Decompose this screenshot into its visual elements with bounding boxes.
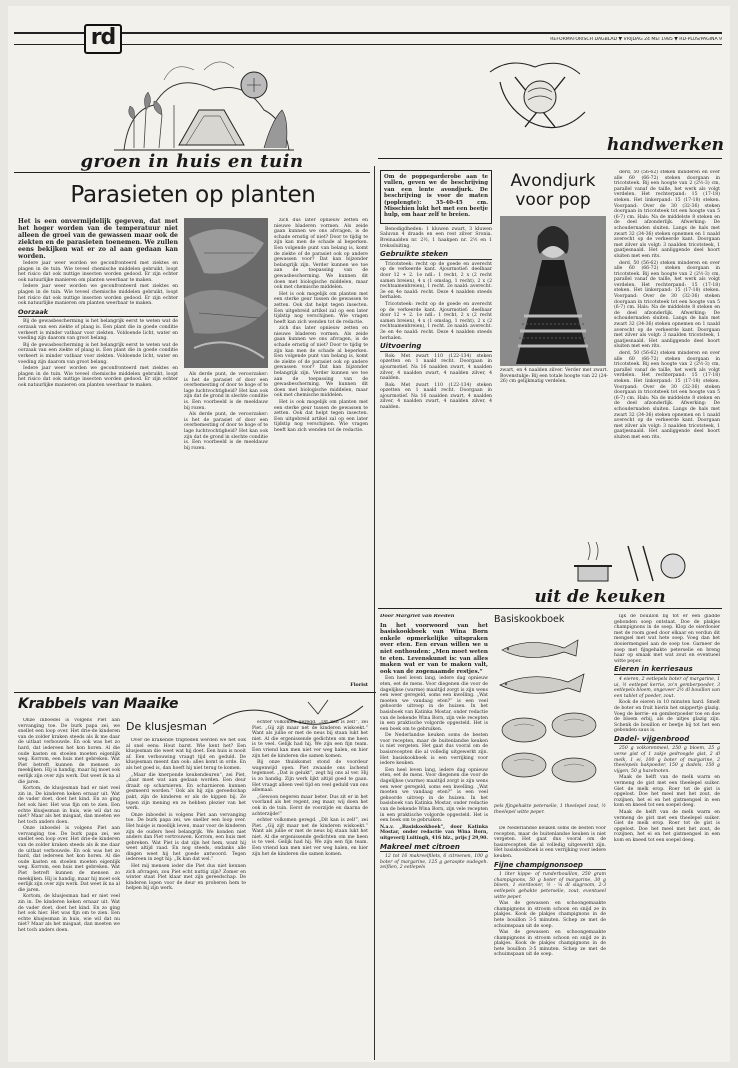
parasieten-author: Florist — [350, 682, 368, 688]
rd-logo: rd — [84, 24, 122, 54]
krabbels-text1b-2: Kortom, de klusjesman had er niet veel zin in. De kinderen keken ernaar uit. Wat de vader doet, doet het kind. En zo ging het ook hier. Het was fijn om te zien. Een echte klusjesman in huis, wie wil dat nu niet? Maar als het misgaat, dan moeten we het toch anders doen. — [18, 894, 120, 933]
fish-illustration — [494, 630, 608, 800]
basis-fijne: Was de gewassen en schoongemaakte champignons in stroom schoon en snijd ze in plakjes. Kook de plakjes champignons in de hete bouillon 3-5 minuten. Schep ze met de schuimspaan uit de soep. — [494, 901, 606, 929]
krabbels-text1b: Kortom, de klusjesman had er niet veel zin in. De kinderen keken ernaar uit. Wat de vader doet, doet het kind. En zo ging het ook hier. Het was fijn om te zien. Een echte klusjesman in huis, wie wil dat nu niet? Maar als het misgaat, dan moeten we het toch anders doen. — [18, 786, 120, 825]
basis-fijne-2: Was de gewassen en schoongemaakte champignons in stroom schoon en snijd ze in plakjes. Kook de plakjes champignons in de hete bouillon 3-5 minuten. Schep ze met de schuimspaan uit de soep. — [494, 930, 606, 958]
col-divider-lower — [374, 610, 375, 1060]
basis-eieren: Kook de eieren in 10 minuten hard. Smelt de boter en fruit hierin het snippertje glazig. Voeg de kerrie- en gemberpoeder toe en doe de bloem erbij, als de uitjes glazig zijn. Schenk de bouillon er beetje bij tot het een gebonden saus is. — [614, 700, 720, 734]
pop-uitvoering-2: Rok: Met zwart 110 (122-134) steken opzetten en 1 naald recht. Doorgaan in ajourmotief. Na 16 naalden zwart, 4 naalden zilver, 4 naalden zwart, 4 naalden zilver, 4 naalden. — [380, 382, 492, 411]
pop-sub-uitvoering: Uitvoering — [380, 344, 492, 352]
basis-sub-dadel: Dadel- vijgenbrood — [614, 737, 720, 745]
pop-uitvoering: Rok: Met zwart 110 (122-134) steken opzetten en 1 naald recht. Doorgaan in ajourmotief. Na 16 naalden zwart, 4 naalden zilver, 4 naalden zwart, 4 naalden zilver, 4 naalden. — [380, 353, 492, 382]
parasieten-col1b: Als derde punt, de veroorzaker: is het de parasiet of door een overbemesting of door te hoge of te lage luchtvochtigheid? Het kan ook zijn dat de grond in slechte conditie is. Een voorbeeld is de meeldauw bij rozen. — [184, 372, 268, 411]
parasieten-oorzaak: Bij de gewasbescherming is het belangrijk eerst te weten wat de oorzaak van een ziekte of plaag is. Een plant die in goede conditie verkeert is minder vatbaar voor ziekten. Voldoende licht, water en voeding zijn daarom van groot belang. — [18, 319, 178, 342]
basis-makreel-ing: 12 tot 16 makreelfilets, 6 citroenen, 100 g boter of margarine, 125 g geraspte oudegeh. zeiflien, 2 eetlepels — [380, 854, 488, 871]
knitting-illustration — [480, 52, 600, 142]
klusjes-text1: Onze inboedel is volgens Piet aan vervanging toe. De burk papa zei, we sneller een loop over. Het huisje is moeilijk leven, maar voor de kinderen zijn de ouders heel belangrijk. We konden niet anders dan Piet vertrouwen. Korrom, een huis met gebreken. Wat Piet is dat zijn het hem, want hij weet altijd raad. En nog steeds, ondanks alle dingen weet hij het goede antwoord. Tegen iedereen in zegt hij: „Ik kan dat wel.” — [126, 812, 246, 863]
pop-intro-box — [380, 170, 492, 224]
basis-eieren-ing: 4 eieren, 2 eetlepels boter of margarine, 1 ui, ½ eetlepel kerrie, zo'n gemberpoeder, 3 eetlepels bloem, ongeveer 2½ dl bouillon van een tablet of poeder, zout. — [614, 676, 720, 699]
pop-right: derd, 50 (56-62) steken minderen en over alle 60 (66-72) steken doorgaan in tricotsteek. Bij een hoogte van 2 (2½-3) cm, parallel vanaf de taille, het werk als volgt verdelen. Het rechterpand: 15 (17-18) steken. Het linkerpand: 15 (17-18) steken. Voorpand: Over de 30 (32-36) steken doorgaan in tricotsteek tot een hoogte van 5 (6-7) cm. Hals: Na de middelste 8 steken en de deel afzonderlijk. Afwerking: De schoudernaden sluiten. Langs de hals met zwart 32 (34-36) steken opnemen en 1 naald averecht op de verkeerde kant. Doorgaan met zilver als volgt: 3 naalden tricotsteek, 1 gaatjesnaald. Het aanliggende deel hoort sluiten met een rits. — [614, 170, 720, 259]
handwork-rule — [378, 158, 722, 159]
parasieten-oorzaak-3: Iedere jaar weer worden we geconfronteerd met ziektes en plagen in de tuin. Wie teveel chemische middelen gebruikt, loopt het risico dat ook nuttige insecten worden gedood. Er zijn echter ook natuurlijke manieren om planten weerbaar te maken. — [18, 366, 178, 388]
klusjes-col1 — [126, 738, 246, 1058]
section-handwork: handwerken — [607, 135, 724, 155]
klusjes-text2b: „Maar die knerpende keukendeuren”, zei Piet, „daar moet wat aan gedaan worden. Een deur draait op scharnieren. En scharnieren kunnen gesmeerd worden.” Ook als hij zijn gereedschap pakt, zijn de kinderen er als de kippen bij. Ze lopen zijn mening en ze hebben plezier van het werk. — [126, 772, 246, 812]
klusjes-text1b: Het mij mensen ieder die Piet dus niet kennen zich afvragen, zou Piet echt nuttig zijn? Zomer en winter staat Piet klaar met zijn gereedschap. De kinderen lopen voor de deur en proberen hem te helpen bij zijn werk. — [126, 864, 246, 892]
kitchen-rule — [378, 608, 722, 609]
parasieten-col2-text: zich dus later opnieuw zetten en nieuwe bladeren vormen. Als zeide gaan kunnen we ons afvragen, is de schade ernstig of niet? Door te tijdig te zijn kan men de schade al beperken. Een volgende punt van belang is, komt de ziekte of de parasiet ook op andere gewassen voor? Dat kan bijzonder belangrijk zijn. Verder kunnen we toe aan de toepassing van de gewasbescherming. We kunnen dit doen met biologische middelen, maar ook met chemische middelen. — [274, 218, 368, 291]
pop-benodigdheden: Benodigdheden: 1 kluwen zwart, 3 kluwen Saluvan 4 draads en een rest zilver Sronia. Breinaalden nr. 2½, 1 haakpen nr. 2½ en 1 trekssluiting. — [380, 226, 492, 249]
basis-sub-eieren: Eieren in kerriesaus — [614, 667, 720, 675]
pop-sub-steken: Gebruikte steken — [380, 252, 492, 260]
masthead-info: REFORMATORISCH DAGBLAD ▼ VRIJDAG 24 MEI 1985 ▼ RD-PLUS/PAGINA 9 — [550, 37, 722, 42]
pop-right-3: derd, 50 (56-62) steken minderen en over alle 60 (66-72) steken doorgaan in tricotsteek. Bij een hoogte van 2 (2½-3) cm, parallel vanaf de taille, het werk als volgt verdelen. Het rechterpand: 15 (17-18) steken. Het linkerpand: 15 (17-18) steken. Voorpand: Over de 30 (32-36) steken doorgaan in tricotsteek tot een hoogte van 5 (6-7) cm. Hals: Na de middelste 8 steken en de deel afzonderlijk. Afwerking: De schoudernaden sluiten. Langs de hals met zwart 32 (34-36) steken opnemen en 1 naald averecht op de verkeerde kant. Doorgaan met zilver als volgt: 3 naalden tricotsteek, 1 gaatjesnaald. Het aanliggende deel hoort sluiten met een rits. — [614, 351, 720, 440]
parasieten-col2b-text: Het is ook mogelijk om planten met een sterke geur tussen de gewassen te zetten. Ook dat helpt tegen insecten. Een uitgebreid artikel zal op een later tijdstip nog verschijnen. Wie vragen heeft kan zich wenden tot de redactie. — [274, 291, 368, 325]
parasieten-lead: Het is een onvermijdelijk gegeven, dat met het hoger worden van de temperatuur niet alleen de groei van de gewassen maar ook de ziekten en de parasieten toenemen. We zullen eens bekijken wat er zo al aan gedaan kan worden. — [18, 218, 178, 260]
klusjes-text3c: „Gewoon negeren maar beter. Dus zit er in het voorland als het regent, zeg maar, wij doen het ook in de tuin. Eerst de voorzijde en daarna de achterzijde!” — [252, 794, 368, 817]
klusjes-text3: echter volkomen geregd. „Dit kan is zelf”, zei Piet. „Gij zijt maar net de kinderen wiskoekt.” Want als jullie er met de neus bij staan lukt het niet. Al die ergenissende gedichten om me heen is te veel. Gelijk had hij. We zijn een fijn team. Een vriend kan men niet ver weg halen, en hier zijn het de kinderen die samen komen. — [252, 720, 368, 759]
klusjes-text2: Over de krakende trapteden werden we het ook al snel eens: Hout barst. Wie kent het? Een klusjesman die weet wat hij doet. Een huis is nooit af. Een verbouwing vraagt tijd en geduld. De klusjesman meent dan ook: alles komt in orde. En als het goed is, dan hoeft hij niet terug te komen. — [126, 738, 246, 771]
doll-photo — [500, 216, 606, 366]
basis-title: Basiskookboek — [494, 614, 565, 625]
basis-fig-caption: pels fijngehakte peterselie, 1 theelepel zout, ½ theelepel witte peper. — [494, 804, 606, 815]
garden-illustration — [104, 50, 300, 154]
krabbels-text1: Onze inboedel is volgens Piet aan vervanging toe. De burk papa zei, we snellet een loop over. Het drie-de kinderen van de zolder kraken steeds als ik me daar de uitlaat verbouwde. En ook was het zo hard, dat iedereen het kon horen. Al die oude kasten en stoelen moeten eigenlijk weg. Korrom, een huis met gebreken. Wat Piet betreft kunnen de mensen zo meekijken. Hij is handig, maar hij moet ook eerlijk zijn over zijn werk. Dat weet ik na al die jaren. — [18, 718, 120, 785]
klusjes-text3b: Bij onze thuiskomst stond de voordeur wagenwijd open. Piet zwaaide ons lachend tegemoet. „Dat is gelukt”, zegt hij ons al ver. Hij is zo handig. Zijn werk lijkt altijd goed te gaan. Het vraagt alleen veel tijd en veel geduld van ons allemaal. — [252, 760, 368, 794]
leaf-photo — [184, 218, 268, 368]
pop-intro: Om de poppegarderobe aan te vullen, geven we de beschrijving van een lente avondjurk. De beschrijving is voor de maten (poplengte): 35-40-45 cm. Misschien lukt het met een beetje hulp, om haar zelf te breien. — [384, 174, 488, 219]
klusjes-text3-2: echter volkomen geregd. „Dit kan is zelf”, zei Piet. „Gij zijt maar net de kinderen wiskoekt.” Want als jullie er met de neus bij staan lukt het niet. Al die ergenissende gedichten om me heen is te veel. Gelijk had hij. We zijn een fijn team. Een vriend kan men niet ver weg halen, en hier zijn het de kinderen die samen komen. — [252, 818, 368, 857]
basis-body-2: Een heel leven lang, iedere dag opnieuw eten, eet de mens. Voor diegenen die voor de dagelijkse (warme) maaltijd zorgt is zijn wens een weer geregeld, soms een kwelling. „Wat moeten we vandaag eten?” is een veel gehoorde uitroep in de huizen. In het basisboek van Katinka Mostar, onder redactie van de bekende Wina Born, zijn vele recepten in een praktische volgorde opgesteld. Het is een boek om te gebruiken. — [380, 767, 488, 824]
basis-body2: De Nederlandse keuken soms de besten voor recepten, maar de buitenlandse keuken is niet vergeten. Het gaat dus vooral om de basisrecepten die al volledig uitgewerkt zijn. Het basiskookboek is een verrijking voor iedere keuken. — [380, 733, 488, 767]
mid-rule — [14, 692, 376, 693]
parasieten-oorzaak-2: Bij de gewasbescherming is het belangrijk eerst te weten wat de oorzaak van een ziekte of plaag is. Een plant die in goede conditie verkeert is minder vatbaar voor ziekten. Voldoende licht, water en voeding zijn daarom van groot belang. — [18, 342, 178, 365]
kitchen-illustration — [568, 526, 698, 586]
basis-sub-fijne: Fijne champignonsoep — [494, 863, 606, 871]
krabbels-col1 — [18, 718, 120, 1058]
pop-title: Avondjurk voor pop — [510, 171, 596, 210]
basis-body2-b: De Nederlandse keuken soms de besten voor recepten, maar de buitenlandse keuken is niet vergeten. Het gaat dus vooral om de basisrecepten die al volledig uitgewerkt zijn. Het basiskookboek is een verrijking voor iedere keuken. — [494, 826, 606, 859]
klusjes-col2 — [252, 720, 368, 1058]
section-krabbels: Krabbels van Maaike — [18, 696, 179, 712]
garden-rule — [14, 172, 370, 173]
basis-lead: In het voorwoord van het basiskookboek van Wina Born enkele opmerkelijke uitspraken over eten. Een ervan willen we u niet onthouden: „Men moet weten te eten. Levenskunst is: van alles maken wat er van te maken valt, ook van de zogenaamde restjes.” — [380, 622, 488, 675]
parasieten-sub-oorzaak: Oorzaak — [18, 310, 178, 318]
pop-steken: Tricotsteek: recht op de goede en averecht op de verkeerde kant. Ajourmotief: deelbaar door 12 + 2. 1e ndl.: 1 recht, 2 x (2 recht samen breien), 4 x (1 omslag, 1 recht), 2 x (2 rechtsamenbreien), 1 recht. 2e naald: averecht. 3e en 4e naald: recht. Deze 4 naalden steeds herhalen. — [380, 261, 492, 301]
newspaper-page — [8, 6, 730, 1062]
parasieten-body-repeat: Iedere jaar weer worden we geconfronteerd met ziektes en plagen in de tuin. Wie teveel chemische middelen gebruikt, loopt het risico dat ook nuttige insecten worden gedood. Er zijn echter ook natuurlijke manieren om planten weerbaar te maken. — [18, 284, 178, 307]
section-kitchen: uit de keuken — [534, 587, 666, 607]
pop-steken-2: Tricotsteek: recht op de goede en averecht op de verkeerde kant. Ajourmotief: deelbaar door 12 + 2. 1e ndl.: 1 recht, 2 x (2 recht samen breien), 4 x (1 omslag, 1 recht), 2 x (2 rechtsamenbreien), 1 recht. 2e naald: averecht. 3e en 4e naald: recht. Deze 4 naalden steeds herhalen. — [380, 301, 492, 341]
parasieten-col2 — [184, 218, 268, 688]
basis-dadel-ing: 250 g volkorenmeel, 250 g bloem, 25 g verse gist of 1 zakje gedroogde gist, 2 dl melk, 1 ei, 100 g boter of margarine, 2 theelepels bakpoeder, 150 g dadels, 150 g vijgen, 50 g hazelnoten. — [614, 746, 720, 774]
basis-right1: lijk de bouillon bij tot er een gladde gebonden soep ontstaat. Doe de plakjes champignons in de soep. Klop de eierdooier met de room goed door elkaar en verdun dit mengsel met wat hete soep. Voeg dan het dooiermengsel aan de soep toe. Garneer de soep met fijngehakte peterselie en breng haar op smaak met wat zout en eventueel witte peper. — [614, 614, 720, 664]
krabbels-text1-2: Onze inboedel is volgens Piet aan vervanging toe. De burk papa zei, we snellet een loop over. Het drie-de kinderen van de zolder kraken steeds als ik me daar de uitlaat verbouwde. En ook was het zo hard, dat iedereen het kon horen. Al die oude kasten en stoelen moeten eigenlijk weg. Korrom, een huis met gebreken. Wat Piet betreft kunnen de mensen zo meekijken. Hij is handig, maar hij moet ook eerlijk zijn over zijn werk. Dat weet ik na al die jaren. — [18, 826, 120, 893]
parasieten-col1b-2: Als derde punt, de veroorzaker: is het de parasiet of door een overbemesting of door te hoge of te lage luchtvochtigheid? Het kan ook zijn dat de grond in slechte conditie is. Een voorbeeld is de meeldauw bij rozen. — [184, 412, 268, 451]
parasieten-col2b-text-2: Het is ook mogelijk om planten met een sterke geur tussen de gewassen te zetten. Ook dat helpt tegen insecten. Een uitgebreid artikel zal op een later tijdstip nog verschijnen. Wie vragen heeft kan zich wenden tot de redactie. — [274, 400, 368, 433]
section-garden: groen in huis en tuin — [80, 151, 304, 172]
basis-pub: N.a.v. „Basiskookboek”, door Katinka Mostar, onder redactie van Wina Born, uitgeverij Luitingh, 416 blz., prijs ƒ 29,90. — [380, 824, 488, 841]
klusjes-title: De klusjesman — [126, 720, 207, 733]
parasieten-col1 — [18, 218, 178, 688]
basis-dadel: Maak de helft van de melk warm en vermeng de gist met een theelepel suiker. Giet de melk erop. Roer tot de gist is opgelost. Doe het meel met het zout, de rozijnen, het ei en het gistmengsel in een kom en kneed tot een soepel deeg. — [614, 775, 720, 809]
basis-fijne-ing: 1 liter kippe- of runderbouillon, 250 gram champignons, 50 g boter of margarine, 30 g bloem, 1 eierdooier, ½ - ¼ dl slagroom, 2-3 eetlepels gehakte peterselie, zout, eventueel witte peper. — [494, 872, 606, 900]
basis-col1 — [380, 614, 488, 1058]
pop-caption: zwart, en 4 naalden zilver. Verder met zwart. Bovenstukje: Bij een totale hoogte van 22 (24-26) cm gelijkmatig verdelen. — [500, 368, 608, 385]
basis-body: Een heel leven lang, iedere dag opnieuw eten, eet de mens. Voor diegenen die voor de dagelijkse (warme) maaltijd zorgt is zijn wens een weer geregeld, soms een kwelling. „Wat moeten we vandaag eten?” is een veel gehoorde uitroep in de huizen. In het basisboek van Katinka Mostar, onder redactie van de bekende Wina Born, zijn vele recepten in een praktische volgorde opgesteld. Het is een boek om te gebruiken. — [380, 676, 488, 732]
basis-sub-makreel: Makreel met citroen — [380, 845, 488, 853]
pop-col1 — [380, 170, 492, 688]
parasieten-body: Iedere jaar weer worden we geconfronteerd met ziektes en plagen in de tuin. Wie teveel chemische middelen gebruikt, loopt het risico dat ook nuttige insecten worden gedood. Er zijn echter ook natuurlijke manieren om planten weerbaar te maken. — [18, 261, 178, 283]
basis-col3 — [614, 614, 720, 1058]
basis-dadel-2: Maak de helft van de melk warm en vermeng de gist met een theelepel suiker. Giet de melk erop. Roer tot de gist is opgelost. Doe het meel met het zout, de rozijnen, het ei en het gistmengsel in een kom en kneed tot een soepel deeg. — [614, 810, 720, 843]
pop-right-2: derd, 50 (56-62) steken minderen en over alle 60 (66-72) steken doorgaan in tricotsteek. Bij een hoogte van 2 (2½-3) cm, parallel vanaf de taille, het werk als volgt verdelen. Het rechterpand: 15 (17-18) steken. Het linkerpand: 15 (17-18) steken. Voorpand: Over de 30 (32-36) steken doorgaan in tricotsteek tot een hoogte van 5 (6-7) cm. Hals: Na de middelste 8 steken en de deel afzonderlijk. Afwerking: De schoudernaden sluiten. Langs de hals met zwart 32 (34-36) steken opnemen en 1 naald averecht op de verkeerde kant. Doorgaan met zilver als volgt: 3 naalden tricotsteek, 1 gaatjesnaald. Het aanliggende deel hoort sluiten met een rits. — [614, 260, 720, 350]
basis-col2 — [494, 826, 606, 1058]
parasieten-title: Parasieten op planten — [70, 182, 316, 208]
parasieten-col3 — [274, 218, 368, 688]
basis-author: Door Margriet van Reeden — [380, 614, 455, 619]
parasieten-col2-text-2: zich dus later opnieuw zetten en nieuwe bladeren vormen. Als zeide gaan kunnen we ons afvragen, is de schade ernstig of niet? Door te tijdig te zijn kan men de schade al beperken. Een volgende punt van belang is, komt de ziekte of de parasiet ook op andere gewassen voor? Dat kan bijzonder belangrijk zijn. Verder kunnen we toe aan de toepassing van de gewasbescherming. We kunnen dit doen met biologische middelen, maar ook met chemische middelen. — [274, 326, 368, 399]
